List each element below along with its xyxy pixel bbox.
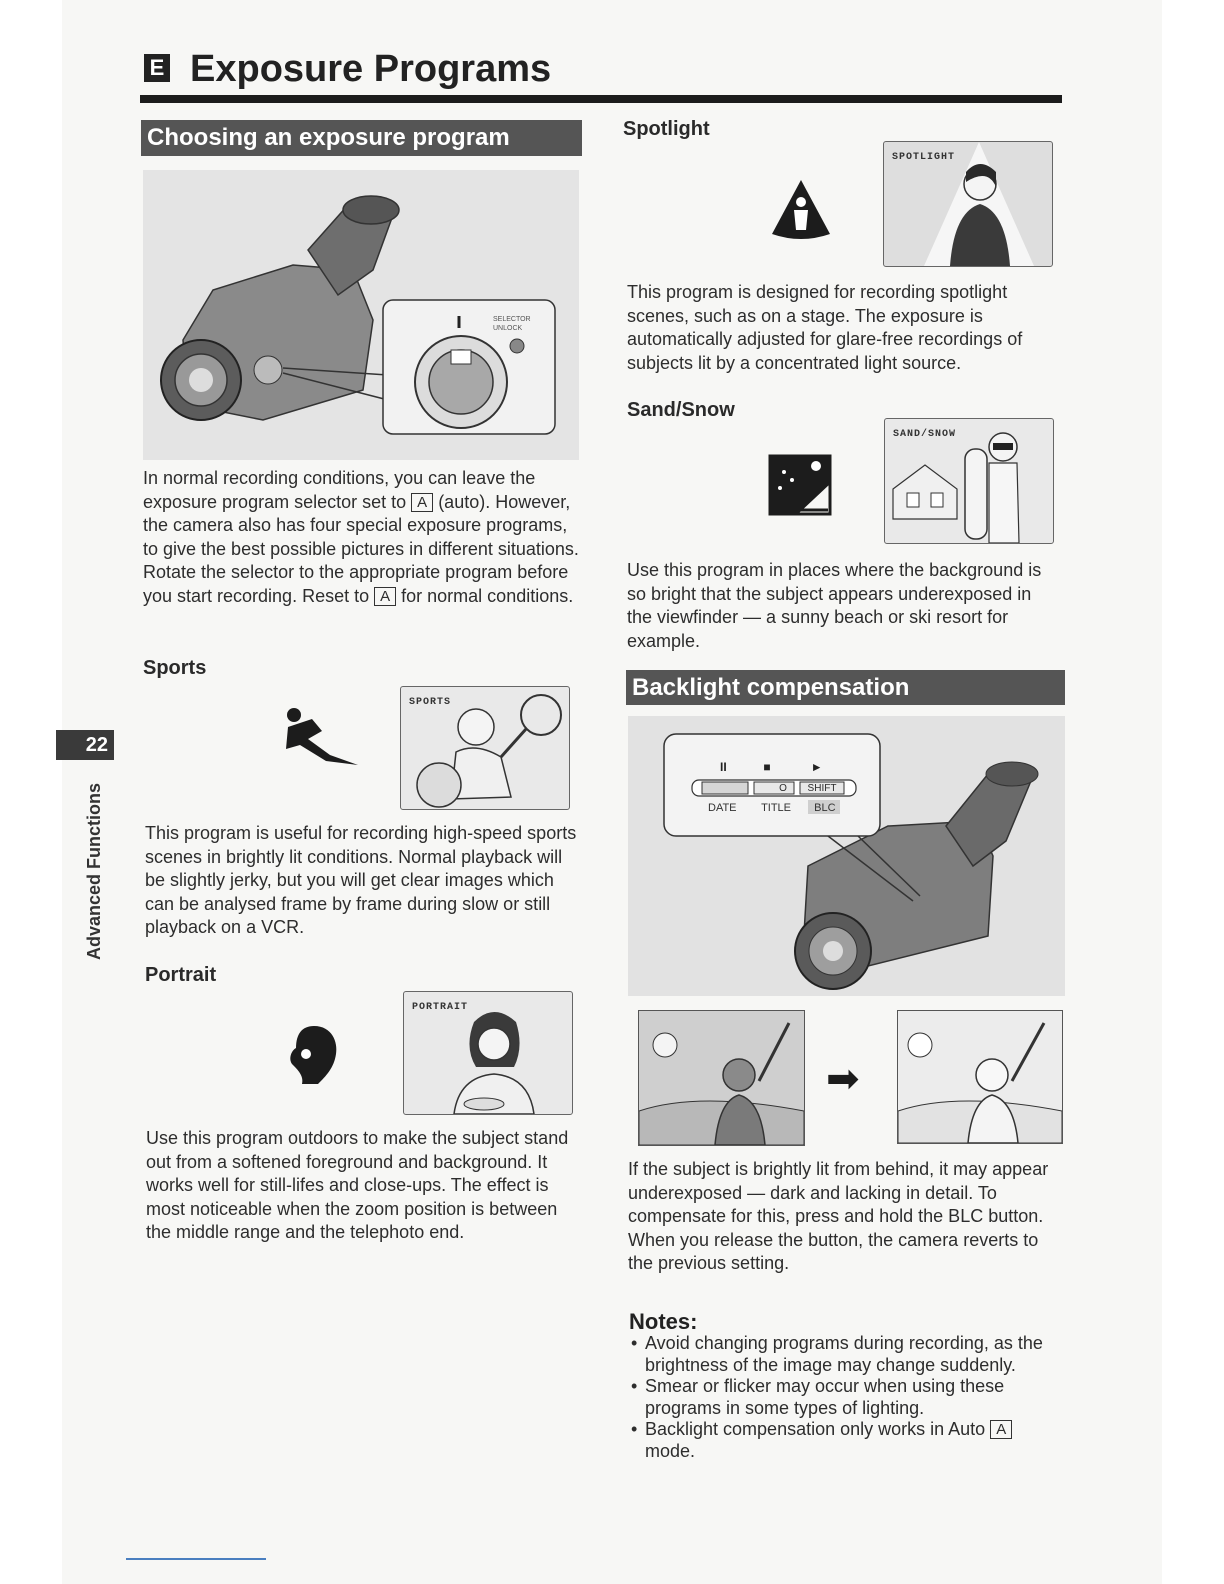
spotlight-description: This program is designed for recording spotlight scenes, such as on a stage. The exposure is automatically adjusted for glare-free recordings of subjects lit by a concentrated light source. [627, 282, 1023, 373]
camera-selector-illustration [143, 170, 579, 460]
backlight-section-bar: Backlight compensation [626, 670, 1065, 705]
sandsnow-heading: Sand/Snow [627, 399, 735, 421]
intro-text-part1: In normal recording conditions, you can leave the exposure program selector set to [143, 468, 536, 512]
intro-paragraph [143, 467, 583, 608]
sports-mode-icon [282, 705, 362, 776]
intro-text-part3: for normal conditions. [401, 585, 574, 606]
button-labels-row [708, 802, 858, 814]
stop-button-icon: ■ [763, 760, 771, 774]
sports-description: This program is useful for recording high-speed sports scenes in brightly lit conditions. Normal playback will be slightly jerky, but you will get clear images which can be analysed frame by frame during slow or still playback on a VCR. [145, 823, 577, 937]
backlight-camera-illustration [628, 716, 1065, 996]
notes-list-container [629, 1333, 1059, 1462]
portrait-illustration [403, 991, 573, 1115]
transport-buttons [720, 760, 860, 774]
golfer-underexposed-drawing [639, 1011, 804, 1145]
chapter-label: Advanced Functions [84, 782, 104, 960]
note-item: • Avoid changing programs during recording, as the brightness of the image may change suddenly. [629, 1333, 1059, 1376]
backlight-description: If the subject is brightly lit from behind, it may appear underexposed — dark and lacking in detail. To compensate for this, press and hold the BLC button. When you release the button, the camera reverts to the previous setting. [628, 1159, 1049, 1273]
spotlight-heading: Spotlight [623, 118, 710, 140]
shift-button-label: SHIFT [807, 783, 837, 794]
footer-line [126, 1558, 266, 1560]
notes-list [629, 1333, 1059, 1462]
sports-runner-icon [282, 705, 362, 767]
note-item: • Smear or flicker may occur when using these programs in some types of lighting. [629, 1376, 1059, 1419]
section-letter-badge: E [144, 54, 170, 82]
auto-key-icon: A [411, 493, 433, 512]
play-button-icon: ► [810, 760, 823, 774]
auto-key-icon-2: A [374, 587, 396, 606]
title-label: TITLE [761, 802, 792, 814]
date-label: DATE [708, 802, 737, 814]
spotlight-tag: SPOTLIGHT [892, 152, 956, 163]
portrait-tag: PORTRAIT [412, 1002, 469, 1013]
sandsnow-illustration [884, 418, 1054, 544]
portrait-mode-icon [288, 1024, 340, 1095]
spotlight-illustration [883, 141, 1053, 267]
note-item [629, 1419, 1059, 1462]
sandsnow-mode-icon [768, 454, 832, 525]
camcorder-blc-drawing [628, 716, 1065, 996]
page-number: 22 [56, 730, 114, 760]
auto-key-icon-3: A [990, 1420, 1012, 1439]
intro-text-part2: (auto). However, the camera also has four special exposure programs, to give the best possible pictures in different situations. Rotate the selector to the appropriate program before you start recording. Reset to [143, 491, 579, 606]
title-rule [140, 95, 1062, 103]
page-title: Exposure Programs [190, 48, 552, 90]
sports-tag: SPORTS [409, 697, 452, 708]
spotlight-mode-icon [770, 178, 832, 251]
selector-unlock-label: SELECTOR UNLOCK [493, 316, 531, 332]
portrait-heading: Portrait [145, 964, 217, 986]
sports-illustration [400, 686, 570, 810]
blc-label: BLC [814, 802, 836, 814]
golfer-dark-illustration [638, 1010, 805, 1146]
sandsnow-description: Use this program in places where the background is so bright that the subject appears underexposed in the viewfinder — a sunny beach or ski resort for example. [627, 560, 1042, 651]
sports-heading: Sports [143, 657, 207, 679]
choosing-section-bar: Choosing an exposure program [141, 120, 582, 156]
snow-skier-icon [768, 454, 832, 516]
notes-heading: Notes: [629, 1309, 698, 1334]
o-button-label: O [779, 783, 787, 794]
golfer-bright-illustration [897, 1010, 1063, 1144]
arrow-right-icon: ➡ [826, 1057, 860, 1101]
note3-text: Backlight compensation only works in Auto [645, 1419, 986, 1439]
pause-button-icon: II [720, 760, 727, 774]
portrait-head-icon [288, 1024, 340, 1086]
golfer-compensated-drawing [898, 1011, 1062, 1143]
portrait-description: Use this program outdoors to make the subject stand out from a softened foreground and background. It works well for still-lifes and close-ups. The effect is most noticeable when the zoom position is between the middle range and the telephoto end. [146, 1128, 569, 1242]
sandsnow-tag: SAND/SNOW [893, 429, 957, 440]
note3-text-end: mode. [645, 1440, 696, 1461]
spotlight-figure-icon [770, 178, 832, 242]
